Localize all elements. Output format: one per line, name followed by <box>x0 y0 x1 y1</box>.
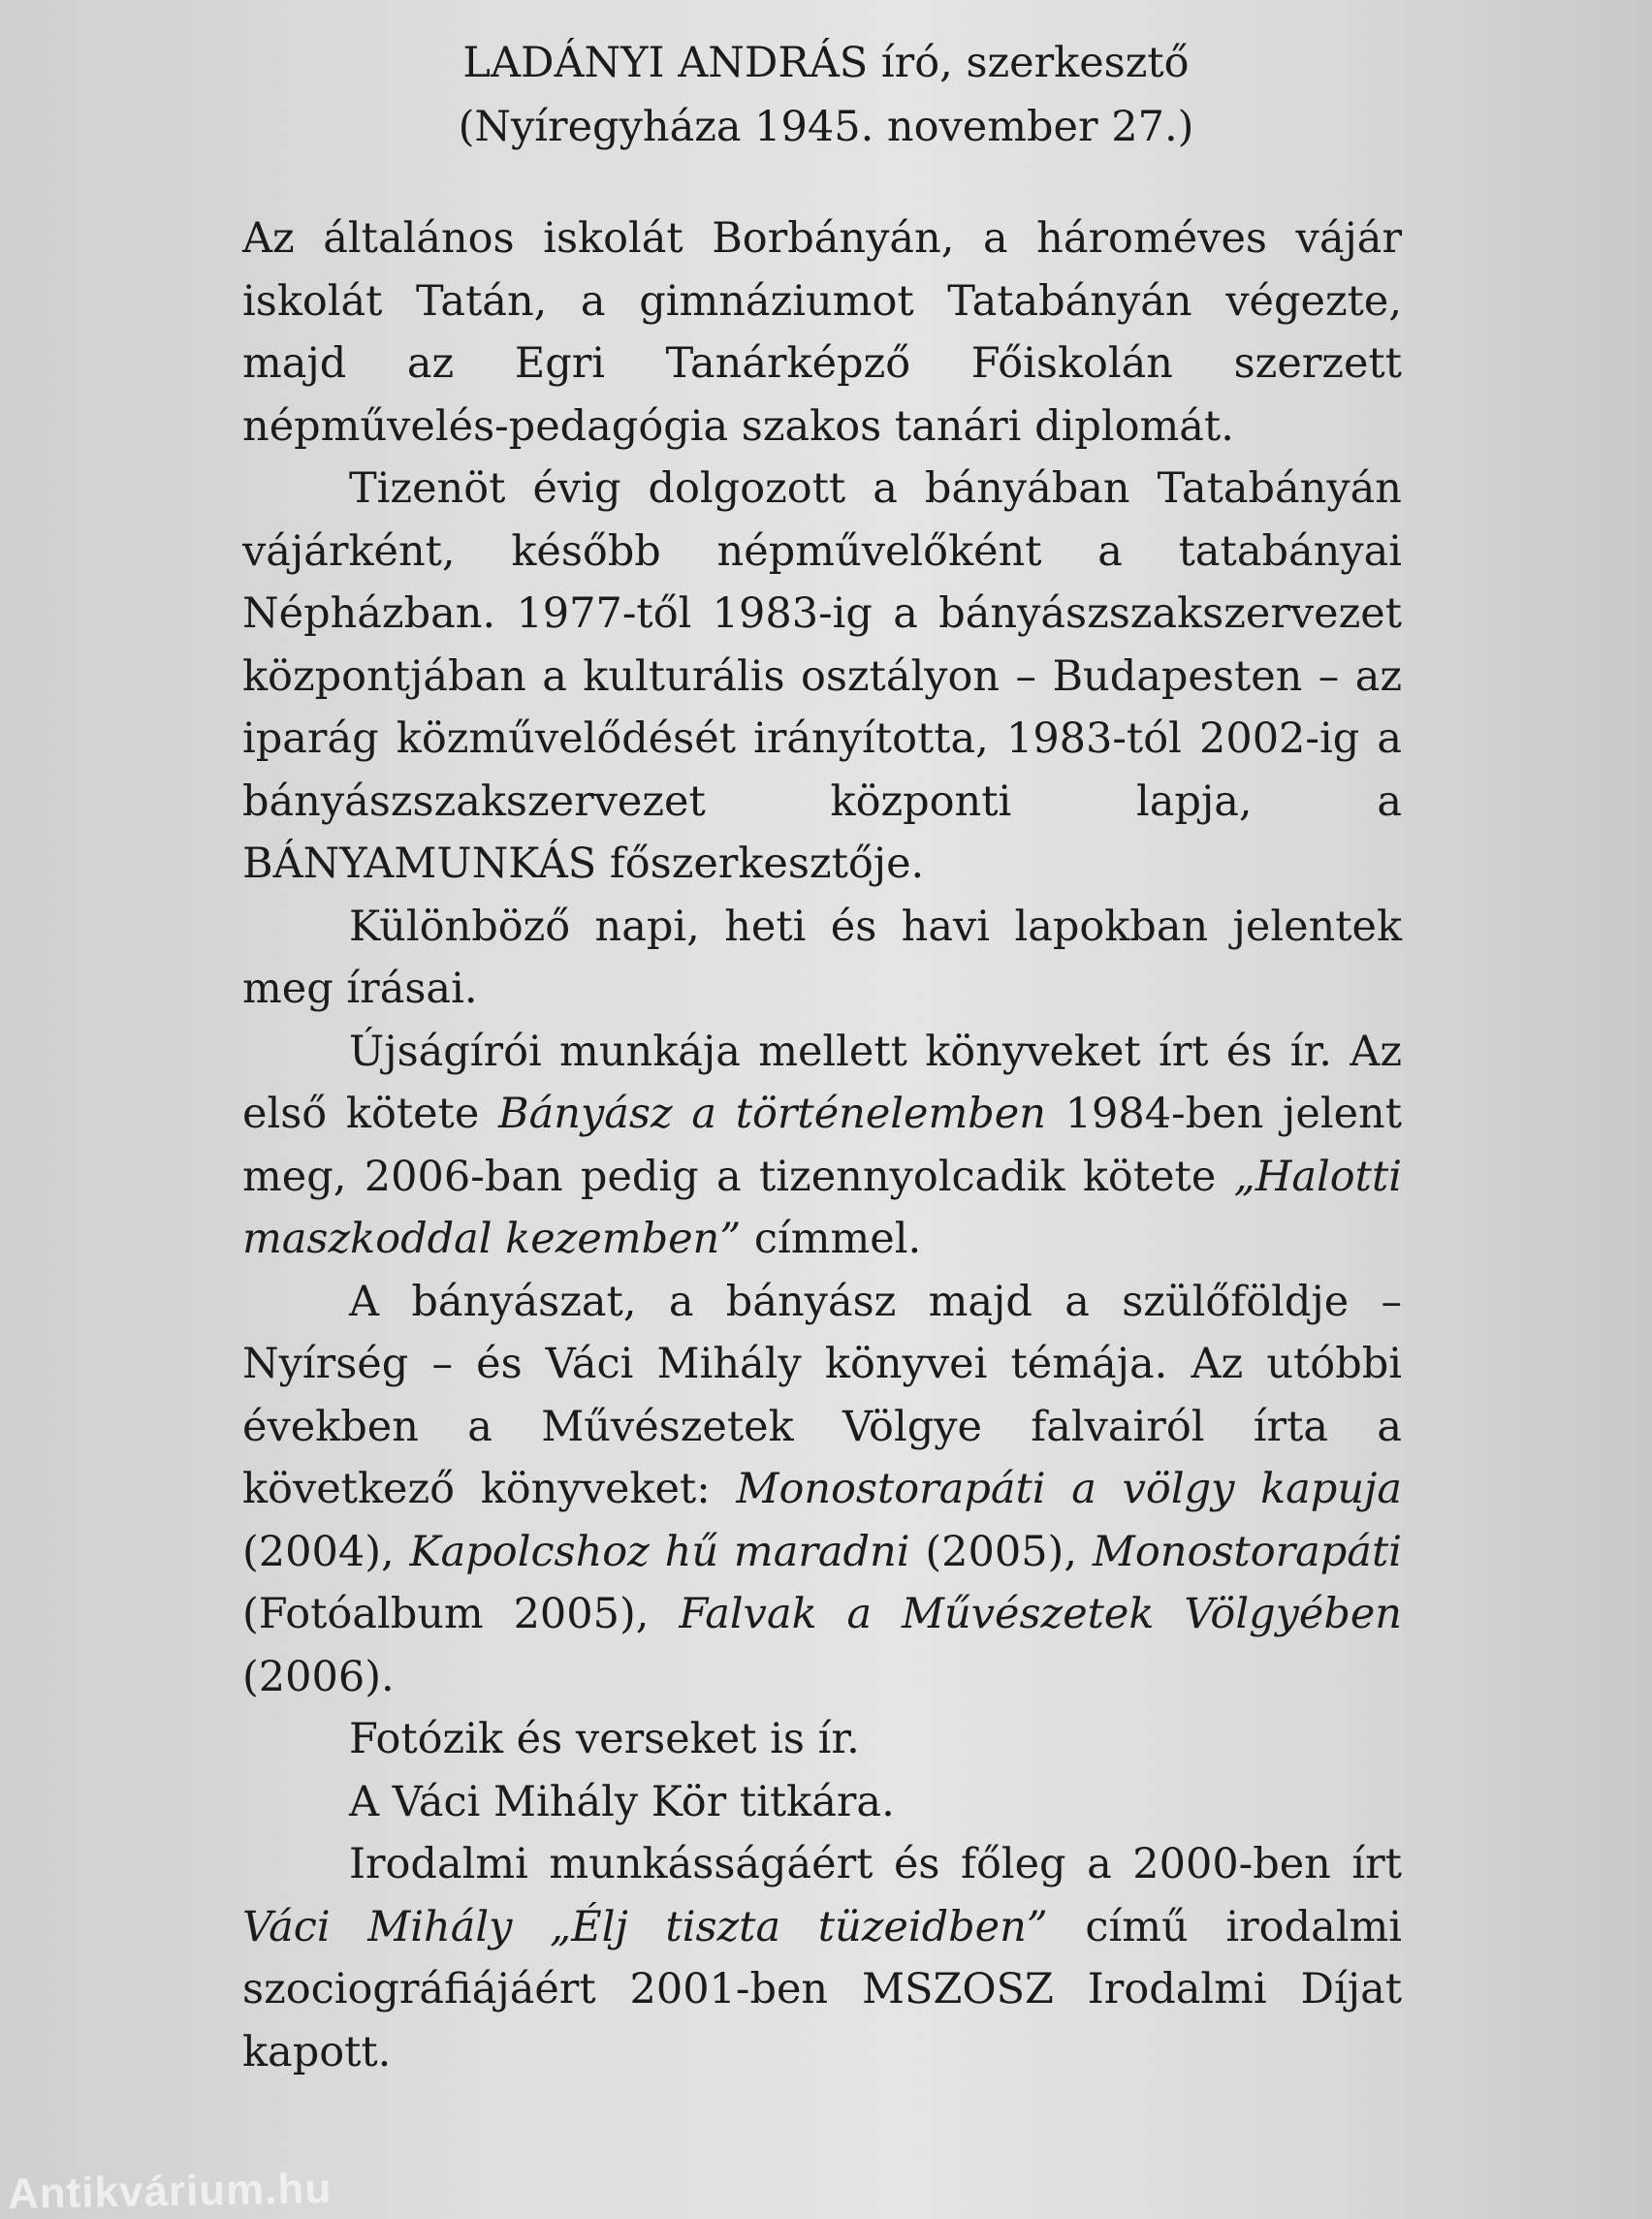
book-title: „Halotti maszkoddal kezemben” <box>242 1152 1402 1263</box>
paragraph-photography: Fotózik és verseket is ír. <box>349 1715 860 1763</box>
book-title: Monostorapáti <box>1092 1527 1402 1576</box>
biography-heading <box>0 31 1652 159</box>
paragraph-education: Az általános iskolát Borbányán, a hároméves vájár iskolát Tatán, a gimnáziumot Tatabányán végezte, majd az Egri Tanárképző Főiskolán szerzett népművelés-pedagógia szakos tanári diplomát. <box>242 214 1402 451</box>
paragraph-themes: A bányászat, a bányász majd a szülőföldje – Nyírség – és Váci Mihály könyvei témája. Az utóbbi években a Művészetek Völgye falvairól írta a következő könyveket: Monostorapáti a völgy kapuja (2004), Kapolcshoz hű maradni (2005), Monostorapáti (Fotóalbum 2005), Falvak a Művészetek Völgyében (2006). <box>242 1277 1402 1701</box>
heading-birth-line: (Nyíregyháza 1945. november 27.) <box>458 103 1194 151</box>
book-title: Falvak a Művészetek Völgyében <box>679 1590 1402 1638</box>
paragraph-award: Irodalmi munkásságáért és főleg a 2000-ben írt Váci Mihály „Élj tiszta tüzeidben” című irodalmi szociográfiájáért 2001-ben MSZOSZ Irodalmi Díjat kapott. <box>242 1840 1402 2076</box>
paragraph-career: Tizenöt évig dolgozott a bányában Tatabányán vájárként, később népművelőként a tatabányai Népházban. 1977-től 1983-ig a bányászszakszervezet központjában a kulturális osztályon – Budapesten – az iparág közművelődését irányította, 1983-tól 2002-ig a bányászszakszervezet központi lapja, a BÁNYAMUNKÁS főszerkesztője. <box>242 464 1402 888</box>
book-title: Váci Mihály „Élj tiszta tüzeidben” <box>242 1902 1048 1951</box>
heading-name-line: LADÁNYI ANDRÁS író, szerkesztő <box>462 39 1190 87</box>
paragraph-publications: Különböző napi, heti és havi lapokban jelentek meg írásai. <box>242 902 1402 1013</box>
watermark: Antikvárium.hu <box>7 2165 333 2218</box>
paragraph-secretary: A Váci Mihály Kör titkára. <box>349 1777 895 1826</box>
book-title: Monostorapáti a völgy kapuja <box>736 1465 1402 1513</box>
book-title: Bányász a történelemben <box>498 1090 1046 1138</box>
book-title: Kapolcshoz hű maradni <box>409 1527 910 1576</box>
paragraph-books: Újságírói munkája mellett könyveket írt és ír. Az első kötete Bányász a történelemben 1984-ben jelent meg, 2006-ban pedig a tizennyolcadik kötete „Halotti maszkoddal kezemben” címmel. <box>242 1027 1403 1263</box>
biography-body <box>242 207 1402 2083</box>
